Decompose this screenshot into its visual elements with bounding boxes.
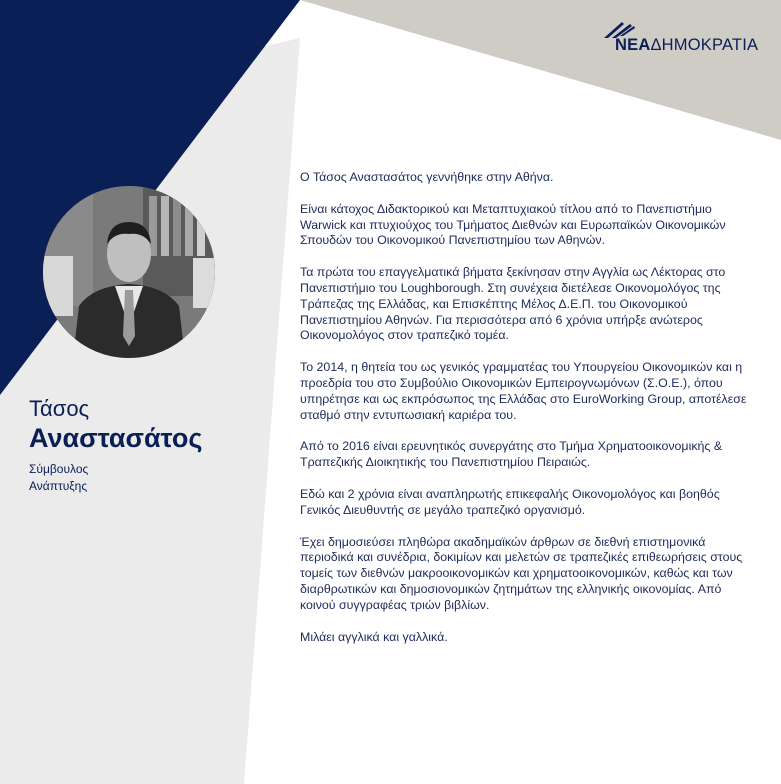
last-name: Αναστασάτος: [29, 423, 203, 453]
bio-paragraph: Το 2014, η θητεία του ως γενικός γραμματέας του Υπουργείου Οικονομικών και η προεδρία του στο Συμβούλιο Οικονομικών Εμπειρογνωμόνων (Σ.Ο.Ε.), όπου υπηρέτησε και ως εκπρόσωπος της Ελλάδας στο EuroWorking Group, αποτέλεσε σταθμό στην εντυπωσιακή καριέρα του.: [300, 360, 747, 422]
bio-paragraph: Είναι κάτοχος Διδακτορικού και Μεταπτυχιακού τίτλου από το Πανεπιστήμιο Warwick και πτυχιούχος του Τμήματος Διεθνών και Ευρωπαϊκών Οικονομικών Σπουδών του Οικονομικού Πανεπιστημίου των Αθηνών.: [300, 201, 726, 248]
role-line-2: Ανάπτυξης: [29, 479, 88, 493]
bio-paragraph: Έχει δημοσιεύσει πληθώρα ακαδημαϊκών άρθρων σε διεθνή επιστημονικά περιοδικά και συνέδρια, δοκιμίων και μελετών σε τραπεζικές επιθεωρήσεις στους τομείς των διεθνών μακροοικονομικών και χρηματοοικονομικών, καθώς και των διαρθρωτικών και δημοσιονομικών ζητημάτων της ελληνικής οικονομίας. Από κοινού συγγραφέας τριών βιβλίων.: [300, 534, 743, 612]
bio-paragraph: Από το 2016 είναι ερευνητικός συνεργάτης στο Τμήμα Χρηματοοικονομικής & Τραπεζικής Διοικητικής του Πανεπιστημίου Πειραιώς.: [300, 439, 723, 470]
bio-paragraph: Μιλάει αγγλικά και γαλλικά.: [300, 629, 448, 644]
portrait-illustration: [43, 186, 215, 358]
bio-paragraph: Τα πρώτα του επαγγελματικά βήματα ξεκίνησαν στην Αγγλία ως Λέκτορας στο Πανεπιστήμιο του Loughborough. Στη συνέχεια διετέλεσε Οικονομολόγος της Τράπεζας της Ελλάδας, και Επισκέπτης Μέλος Δ.Ε.Π. του Οικονομικού Πανεπιστημίου Αθηνών. Για περισσότερα από 6 χρόνια υπήρξε ανώτερος Οικονομολόγος στον τραπεζικό τομέα.: [300, 265, 726, 343]
bio-paragraph: Εδώ και 2 χρόνια είναι αναπληρωτής επικεφαλής Οικονομολόγος και βοηθός Γενικός Διευθυντής σε μεγάλο τραπεζικό οργανισμό.: [300, 486, 720, 517]
logo-part-1: ΝΕΑ: [615, 36, 651, 54]
portrait-photo: [43, 186, 215, 358]
person-name: [29, 396, 202, 454]
party-logo: [615, 36, 758, 55]
logo-part-2: ΔΗΜΟΚΡΑΤΙΑ: [650, 36, 759, 54]
biography: [300, 170, 755, 661]
first-name: Τάσος: [29, 396, 90, 421]
person-role: [29, 461, 88, 495]
role-line-1: Σύμβουλος: [29, 462, 89, 476]
bio-paragraph: Ο Τάσος Αναστασάτος γεννήθηκε στην Αθήνα.: [300, 170, 554, 184]
